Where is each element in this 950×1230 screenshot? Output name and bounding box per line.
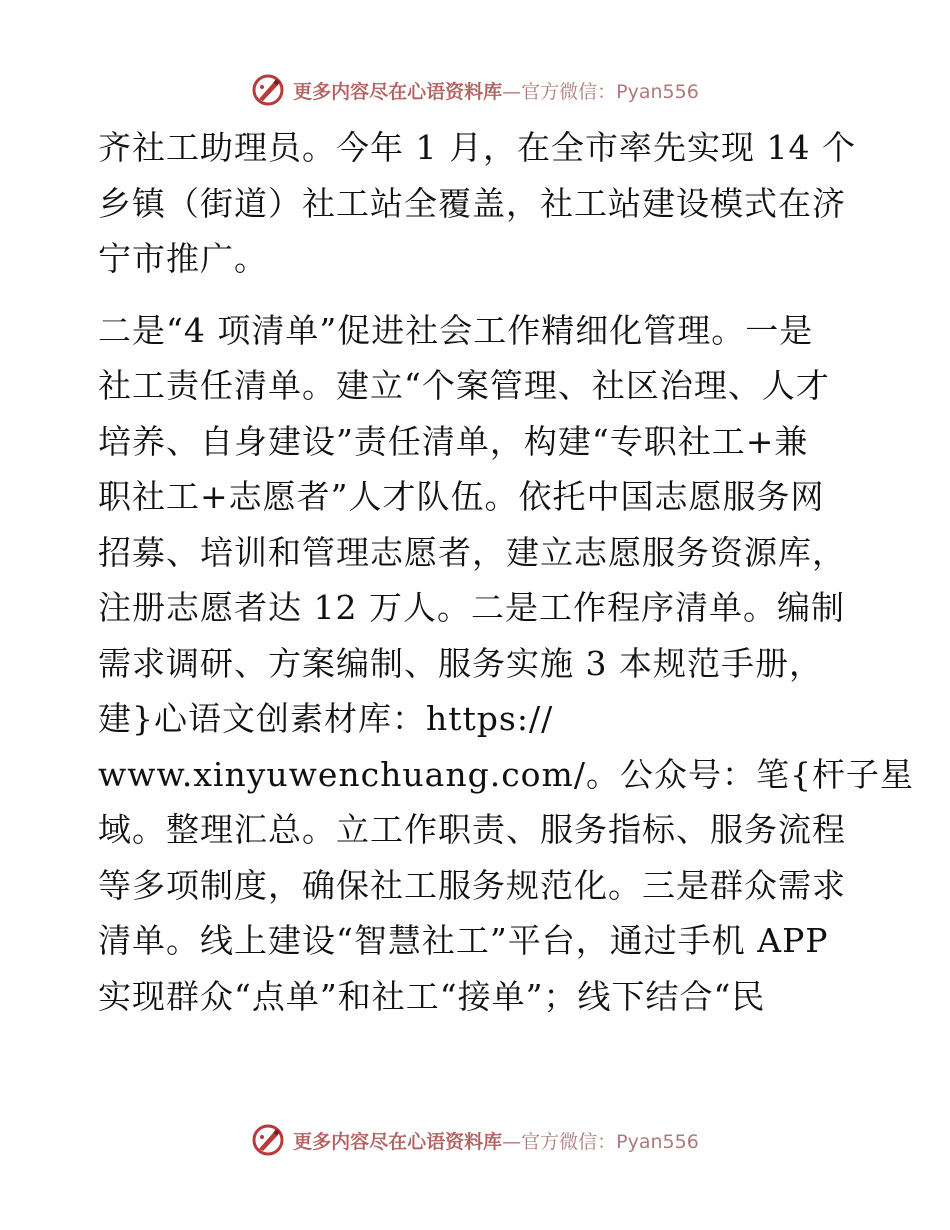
text-line: 齐社工助理员。今年 1 月，在全市率先实现 14 个 [98,128,856,167]
text-line: 宁市推广。 [98,239,268,278]
header-separator: — [502,80,522,103]
text-line: 需求调研、方案编制、服务实施 3 本规范手册， [98,643,823,683]
text-line: 社工责任清单。建立“个案管理、社区治理、人才 [98,366,830,405]
header-banner-text [293,77,699,104]
footer-banner-text [293,1127,699,1154]
pen-logo-icon [251,73,285,107]
pen-logo-icon [251,1123,285,1157]
text-line: 二是“4 项清单”促进社会工作精细化管理。一是 [98,310,814,350]
text-line: 注册志愿者达 12 万人。二是工作程序清单。编制 [98,588,845,627]
paragraph-1 [98,120,858,287]
text-line: 培养、自身建设”责任清单，构建“专职社工+兼 [98,421,809,461]
text-line: 建}心语文创素材库：https:// [98,699,554,738]
document-body [98,120,914,1024]
text-line: 招募、培训和管理志愿者，建立志愿服务资源库， [98,532,846,572]
footer-separator: — [502,1130,522,1153]
text-line: 职社工+志愿者”人才队伍。依托中国志愿服务网 [98,477,825,516]
footer-watermark-banner [0,1120,950,1160]
text-line: 清单。线上建设“智慧社工”平台，通过手机 APP [98,921,829,960]
paragraph-gap [98,287,858,303]
text-line: 域。整理汇总。立工作职责、服务指标、服务流程 [98,810,846,849]
text-line: 等多项制度，确保社工服务规范化。三是群众需求 [98,865,846,905]
text-line: 实现群众“点单”和社工“接单”；线下结合“民 [98,976,766,1016]
header-brand-text: 更多内容尽在心语资料库 [293,80,503,103]
paragraph-2 [98,303,914,1025]
text-line: 乡镇（街道）社工站全覆盖，社工站建设模式在济 [98,183,846,223]
text-line: www.xinyuwenchuang.com/。公众号：笔{杆子星 [98,754,914,794]
header-official-text: 官方微信：Pyan556 [521,80,699,103]
footer-official-text: 官方微信：Pyan556 [521,1130,699,1153]
footer-brand-text: 更多内容尽在心语资料库 [293,1130,503,1153]
header-watermark-banner [0,70,950,110]
